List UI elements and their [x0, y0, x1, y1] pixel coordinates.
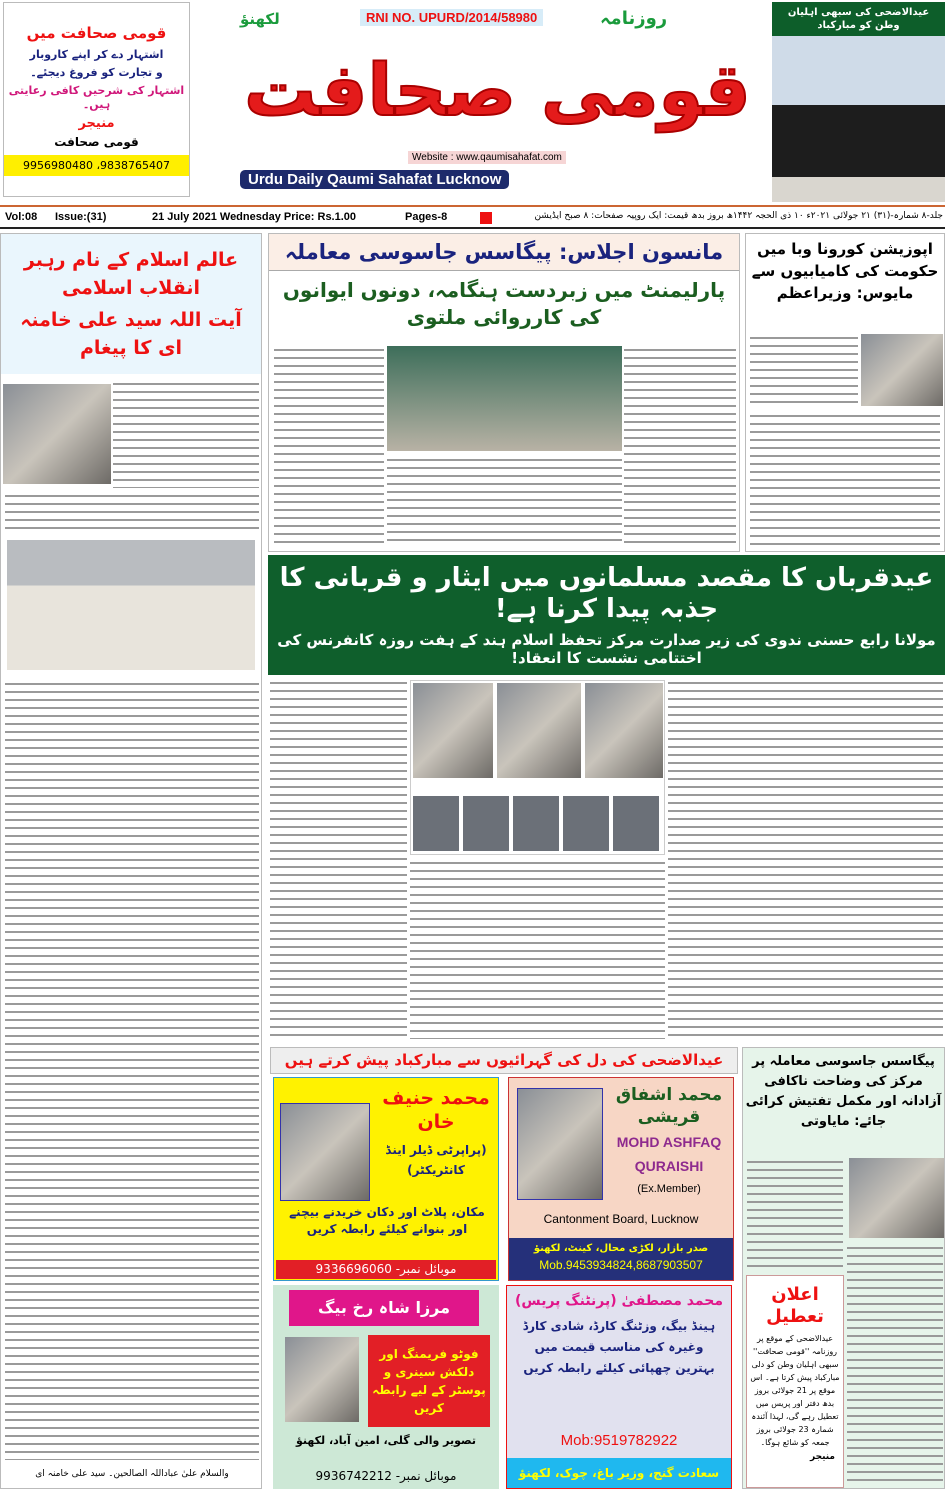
left-ad-phones: 9956980480 ،9838765407 — [4, 155, 189, 176]
ad2-role: (Ex.Member) — [637, 1183, 701, 1195]
left-headline-2: آیت اللہ سید علی خامنہ ای کا پیغام — [20, 309, 242, 359]
mayawati-photo — [849, 1158, 944, 1238]
speakers-strip — [413, 796, 663, 851]
ad3-phone: موبائل نمبر- 9936742212 — [315, 1469, 457, 1483]
eid-greeting: عیدالاضحی کی سبھی اہلیان وطن کو مبارکباد — [772, 2, 945, 36]
left-ad-line: و تجارت کو فروغ دیجئے۔ — [30, 65, 163, 79]
scholars-photos — [410, 680, 665, 855]
info-bar — [0, 207, 945, 229]
ad2-org: Cantonment Board, Lucknow — [543, 1212, 699, 1226]
scholar-photo — [497, 683, 581, 778]
article-text — [5, 492, 259, 534]
center-headline: پارلیمنٹ میں زبردست ہنگامہ، دونوں ایوانوں کی کارروائی ملتوی — [282, 278, 726, 329]
english-title: Urdu Daily Qaumi Sahafat Lucknow — [240, 170, 509, 189]
article-text — [747, 1158, 843, 1270]
left-ad-line: اشتہار کی شرحیں کافی رعایتی ہیں۔ — [8, 83, 185, 111]
website: Website : www.qaumisahafat.com — [408, 151, 566, 164]
article-text — [624, 346, 736, 546]
ad3-name: مرزا شاہ رخ بیگ — [289, 1290, 479, 1326]
left-article — [0, 233, 262, 1489]
ad-mirza-shahrukh — [273, 1285, 499, 1489]
masthead — [230, 0, 765, 200]
hanif-photo — [280, 1103, 370, 1201]
ads-header: عیدالاضحی کی دل کی گہرائیوں سے مبارکباد پیش کرتے ہیں — [270, 1047, 738, 1074]
ad4-name: محمد مصطفیٰ (پرنٹنگ پریس) — [515, 1293, 723, 1309]
ad2-name-en: QURAISHI — [634, 1158, 704, 1174]
ad1-body: مکان، پلاٹ اور دکان خریدنے بیچنے اور بنوانے کیلئے رابطہ کریں — [289, 1205, 485, 1236]
mayawati-headline: پیگاسس جاسوسی معاملہ پر مرکز کی وضاحت ناکافی آزادانہ اور مکمل تفتیش کرائی جائے: مایاوتی — [745, 1054, 942, 1129]
shahrukh-photo — [285, 1337, 359, 1422]
pages: Pages-8 — [405, 211, 448, 223]
ad-ashfaq-quraishi — [508, 1077, 734, 1281]
left-ad-paper: قومی صحافت — [54, 134, 139, 149]
ad4-body: ہینڈ بیگ، وزٹنگ کارڈ، شادی کارڈ وغیرہ کی مناسب قیمت میں بہترین چھپائی کیلئے رابطہ کریں — [522, 1319, 716, 1375]
ad2-address: صدر بازار، لکڑی محال، کینٹ، لکھنؤ — [533, 1243, 709, 1254]
left-ad-manager: منیجر — [78, 115, 115, 131]
rni-number: RNI NO. UPURD/2014/58980 — [360, 9, 543, 26]
article-text — [410, 859, 665, 1039]
ads-section — [270, 1047, 738, 1489]
article-text — [750, 334, 858, 406]
left-ad-line: اشتہار دے کر اپنے کاروبار — [29, 47, 164, 61]
modi-photo — [861, 334, 943, 406]
article-text — [5, 680, 259, 1460]
scholar-photo — [413, 683, 493, 778]
article-text — [387, 456, 622, 546]
left-signoff: والسلام علیٰ عباداللہ الصالحین۔ سید علی خامنہ ای — [35, 1469, 229, 1479]
ad3-body: فوٹو فریمنگ اور دلکش سینری و پوسٹر کے لیے رابطہ کریں — [368, 1335, 490, 1427]
notice-sign: منیجر — [809, 1452, 835, 1462]
city-label: لکھنؤ — [240, 10, 280, 28]
article-text — [750, 412, 940, 546]
ad2-name-urdu: محمد اشفاق قریشی — [615, 1085, 723, 1127]
notice-title: اعلان تعطیل — [766, 1284, 824, 1327]
right-top-article — [745, 233, 945, 552]
eid-banner — [268, 555, 945, 675]
ad1-phone: موبائل نمبر- 9336696060 — [276, 1260, 496, 1279]
kaaba-photo — [772, 36, 945, 202]
right-top-headline: اپوزیشن کورونا وبا میں حکومت کی کامیابیوں سے مایوس: وزیراعظم — [751, 240, 939, 302]
left-ad-box — [3, 2, 190, 197]
left-ad-title: قومی صحافت میں — [26, 23, 167, 42]
notice-body: عیدالاضحی کے موقع پر روزنامہ ''قومی صحافت'' سبھی اہلیان وطن کو دلی مبارکباد پیش کرتا ہے۔ اس موقع پر 21 جولائی بروز بدھ دفتر اور پریس میں تعطیل رہے گی، لہذا آئندہ شمارہ 23 جولائی بروز جمعہ کو شائع ہوگا۔ — [750, 1334, 840, 1447]
haram-photo — [7, 540, 255, 670]
scholar-photo — [585, 683, 663, 778]
ad4-phone: Mob:9519782922 — [560, 1432, 678, 1449]
article-text — [113, 380, 259, 488]
masthead-title: قومی صحافت — [244, 48, 751, 132]
red-square — [480, 212, 492, 224]
volume: Vol:08 — [5, 211, 38, 223]
ad-hanif-khan — [273, 1077, 499, 1281]
banner-headline: عیدقرباں کا مقصد مسلمانوں میں ایثار و قربانی کا جذبہ پیدا کرنا ہے! — [279, 563, 934, 624]
right-banner — [772, 2, 945, 202]
ad-mustafa-press — [506, 1285, 732, 1489]
ad2-name-en: MOHD ASHFAQ — [616, 1134, 722, 1150]
article-text — [270, 679, 407, 1039]
center-top-article — [268, 233, 740, 552]
mayawati-article — [742, 1047, 945, 1489]
article-text — [274, 346, 384, 546]
urdu-date-line: جلد-۸ شمارہ-(۳۱) ۲۱ جولائی ۲۰۲۱ء ۱۰ ذی الحجہ ۱۴۴۲ھ بروز بدھ قیمت: ایک روپیہ صفحات: ۸ صبح ایڈیشن — [534, 211, 943, 221]
date-price: 21 July 2021 Wednesday Price: Rs.1.00 — [152, 211, 357, 223]
holiday-notice — [746, 1275, 844, 1488]
roznama-label: روزنامہ — [600, 8, 668, 29]
ad2-footer — [509, 1238, 733, 1280]
article-text — [847, 1244, 943, 1486]
conference-article — [268, 677, 945, 1043]
ad3-address: تصویر والی گلی، امین آباد، لکھنؤ — [295, 1434, 477, 1447]
banner-subhead: مولانا رابع حسنی ندوی کی زیر صدارت مرکز تحفظ اسلام ہند کے ہفت روزہ کانفرنس کی اختتامی نشست کا انعقاد! — [277, 631, 936, 667]
center-kicker: مانسون اجلاس: پیگاسس جاسوسی معاملہ — [269, 234, 739, 271]
khamenei-photo — [3, 384, 111, 484]
ad1-role: (پراپرٹی ڈیلر اینڈ کانٹریکٹر) — [385, 1143, 487, 1177]
issue: Issue:(31) — [55, 211, 107, 223]
ad2-phone: Mob.9453934824,8687903507 — [539, 1258, 703, 1272]
parliament-photo — [387, 346, 622, 451]
article-text — [668, 679, 943, 1039]
ad1-name: محمد حنیف خان — [382, 1087, 490, 1133]
ashfaq-photo — [517, 1088, 603, 1200]
ad4-address: سعادت گنج، وزیر باغ، چوک، لکھنؤ — [507, 1458, 731, 1488]
left-headline-1: عالم اسلام کے نام رہبر انقلاب اسلامی — [23, 249, 239, 299]
